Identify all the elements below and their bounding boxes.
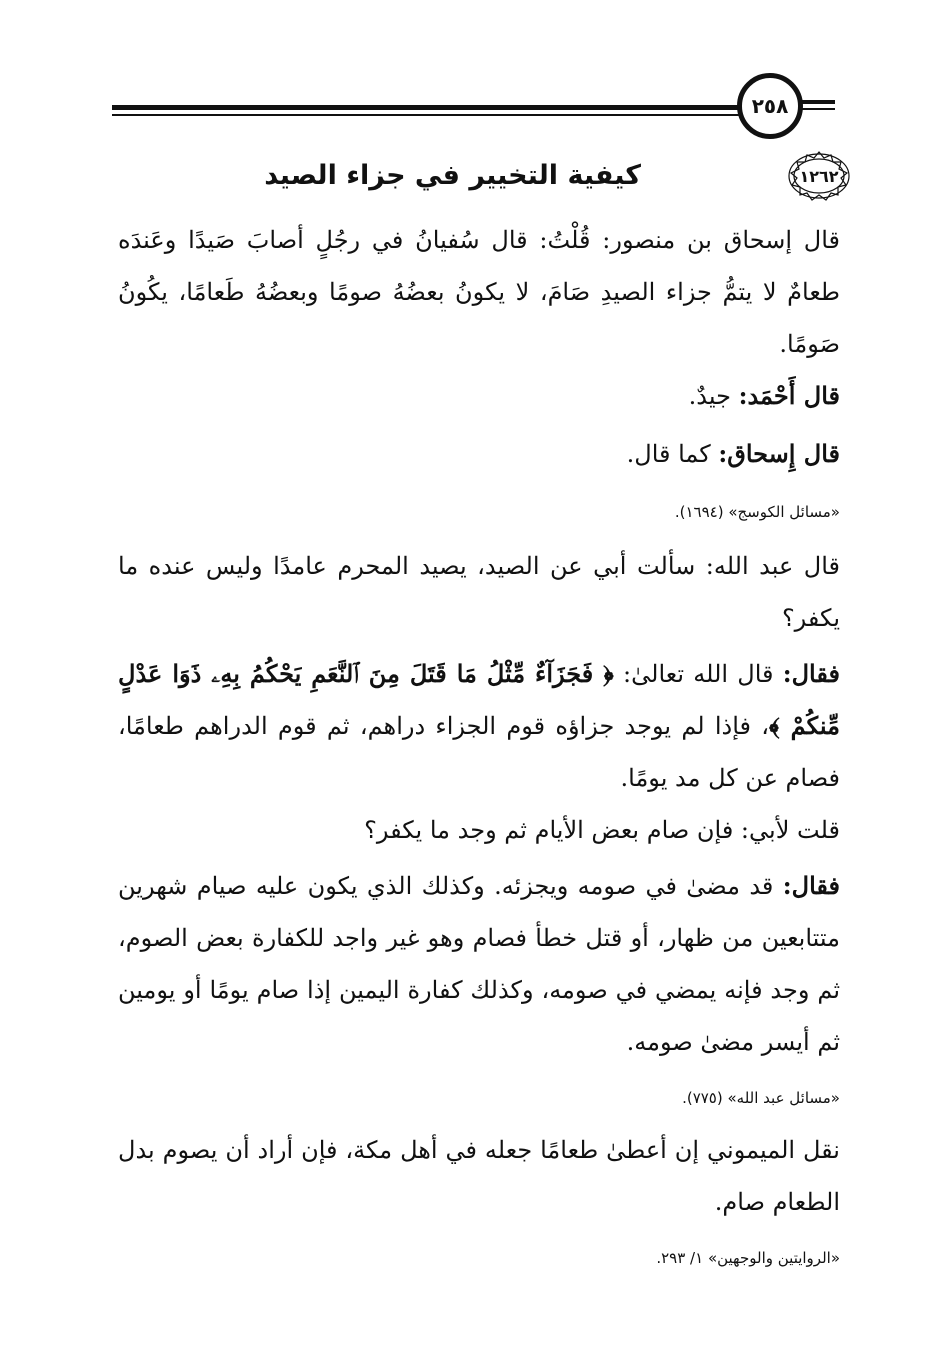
source-citation-3: «الروايتين والوجهين» ١/ ٢٩٣.	[656, 1249, 840, 1267]
paragraph-8-text: نقل الميموني إن أعطىٰ طعامًا جعله في أهل مكة، فإن أراد أن يصوم بدل الطعام صام.	[118, 1136, 840, 1216]
speaker-label: فقال:	[782, 871, 840, 900]
source-citation-2: «مسائل عبد الله» (٧٧٥).	[682, 1089, 840, 1107]
speaker-label: قال إِسحاق:	[718, 439, 840, 468]
paragraph-6-text: قلت لأبي: فإن صام بعض الأيام ثم وجد ما يكفر؟	[364, 816, 840, 844]
paragraph-5-text: ، فإذا لم يوجد جزاؤه قوم الجزاء دراهم، ثم قوم الدراهم طعامًا، فصام عن كل مد يومًا.	[118, 712, 840, 792]
page-number: ٢٥٨	[737, 73, 803, 139]
paragraph-8	[118, 1124, 840, 1228]
paragraph-7-text: قد مضىٰ في صومه ويجزئه. وكذلك الذي يكون عليه صيام شهرين متتابعين من ظهار، أو قتل خطأ فصام وهو غير واجد للكفارة بعض الصوم، ثم وجد فإنه يمضي في صومه، وكذلك كفارة اليمين إذا صام يومًا أو يومين ثم أيسر مضىٰ صومه.	[118, 872, 840, 1056]
speaker-label: قال أَحْمَد:	[738, 381, 840, 410]
quran-verse: ﴿ فَجَزَآءٌ مِّثْلُ مَا قَتَلَ مِنَ ٱلنَّعَمِ يَحْكُمُ بِهِۦ ذَوَا عَدْلٍ مِّنكُمْ ﴾	[118, 659, 841, 740]
paragraph-3-text: كما قال.	[626, 440, 711, 468]
header-rule-thin	[112, 114, 742, 116]
paragraph-5-intro: قال الله تعالىٰ:	[623, 660, 774, 688]
paragraph-5	[118, 648, 840, 804]
paragraph-2-text: جيدٌ.	[688, 382, 731, 410]
paragraph-6	[118, 804, 840, 856]
paragraph-2	[118, 370, 840, 422]
section-title: كيفية التخيير في جزاء الصيد	[264, 160, 641, 191]
paragraph-4	[118, 540, 840, 644]
paragraph-1-text: قال إسحاق بن منصور: قُلْتُ: قال سُفيانُ في رجُلٍ أصابَ صَيدًا وعَندَه طعامٌ لا يتمُّ جزاء الصيدِ صَامَ، لا يكونُ بعضُهُ صومًا وبعضُهُ طَعامًا، يكُونُ صَومًا.	[118, 226, 840, 358]
source-citation-1: «مسائل الكوسج» (١٦٩٤).	[674, 503, 840, 521]
paragraph-7	[118, 860, 840, 1068]
paragraph-4-text: قال عبد الله: سألت أبي عن الصيد، يصيد المحرم عامدًا وليس عنده ما يكفر؟	[118, 552, 840, 632]
paragraph-1	[118, 214, 840, 370]
speaker-label: فقال:	[782, 659, 840, 688]
paragraph-3	[118, 428, 840, 480]
header-rule-thick	[112, 105, 742, 110]
section-number: ١٢٦٢	[799, 166, 839, 186]
